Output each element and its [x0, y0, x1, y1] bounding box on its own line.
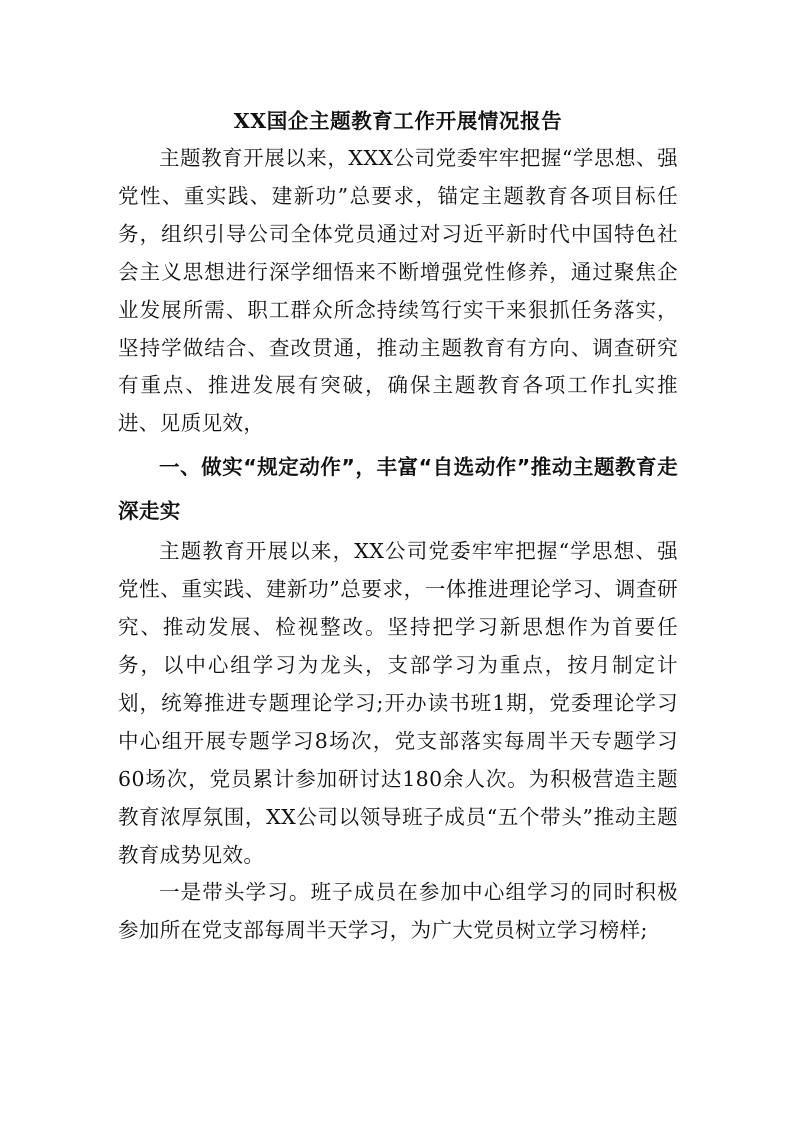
- intro-paragraph: 主题教育开展以来，XXX公司党委牢牢把握“学思想、强党性、重实践、建新功”总要求，锚定主题教育各项目标任务，组织引导公司全体党员通过对习近平新时代中国特色社会主义思想进行深学细悟来不断增强党性修养，通过聚焦企业发展所需、职工群众所念持续笃行实干来狠抓任务落实，坚持学做结合、查改贯通，推动主题教育有方向、调查研究有重点、推进发展有突破，确保主题教育各项工作扎实推进、见质见效，: [118, 146, 678, 436]
- section-paragraph-2: 一是带头学习。班子成员在参加中心组学习的同时积极参加所在党支部每周半天学习，为广大党员树立学习榜样;: [118, 880, 678, 943]
- document-title: XX国企主题教育工作开展情况报告: [233, 109, 563, 133]
- document-body: [118, 103, 678, 950]
- section-heading: 一、做实“规定动作”，丰富“自选动作”推动主题教育走深走实: [118, 455, 678, 524]
- section-paragraph: 主题教育开展以来，XX公司党委牢牢把握“学思想、强党性、重实践、建新功”总要求，一体推进理论学习、调查研究、推动发展、检视整改。坚持把学习新思想作为首要任务，以中心组学习为龙头，支部学习为重点，按月制定计划，统筹推进专题理论学习;开办读书班1期，党委理论学习中心组开展专题学习8场次，党支部落实每周半天专题学习60场次，党员累计参加研讨达180余人次。为积极营造主题教育浓厚氛围，XX公司以领导班子成员“五个带头”推动主题教育成势见效。: [118, 539, 678, 867]
